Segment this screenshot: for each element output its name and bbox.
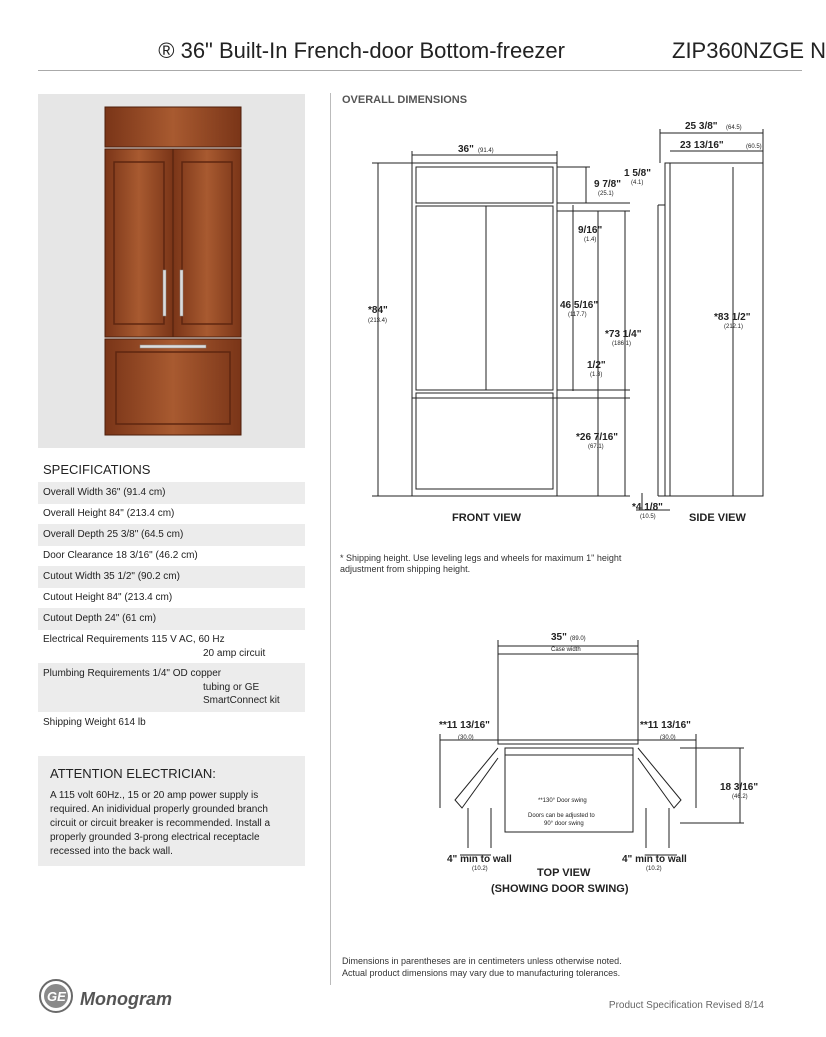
- front-width-label: 36": [458, 144, 474, 155]
- svg-text:(64.5): (64.5): [726, 125, 742, 131]
- svg-text:1 5/8": 1 5/8": [624, 168, 651, 179]
- svg-text:23 13/16": 23 13/16": [680, 140, 724, 151]
- right-door-handle: [180, 270, 183, 316]
- front-height-label: *84": [368, 305, 388, 316]
- spec-row: Cutout Depth 24" (61 cm): [38, 608, 305, 630]
- model-number: ZIP360NZGE N: [672, 38, 826, 63]
- freezer-handle: [140, 345, 206, 348]
- side-outline: [665, 163, 763, 496]
- top-view-label: TOP VIEW: [537, 867, 591, 879]
- svg-text:*73 1/4": *73 1/4": [605, 329, 642, 340]
- top-view-sublabel: (SHOWING DOOR SWING): [491, 883, 629, 895]
- svg-text:**11 13/16": **11 13/16": [439, 720, 490, 731]
- side-view-label: SIDE VIEW: [689, 512, 746, 524]
- spec-row: Cutout Height 84" (213.4 cm): [43, 592, 173, 603]
- svg-text:(30.0): (30.0): [660, 735, 676, 741]
- svg-text:(30.0): (30.0): [458, 735, 474, 741]
- svg-text:*26 7/16": *26 7/16": [576, 432, 618, 443]
- top-grille-panel: [105, 107, 241, 147]
- svg-text:Monogram: Monogram: [80, 989, 172, 1009]
- svg-text:(213.4): (213.4): [368, 318, 388, 324]
- svg-text:Doors can be adjusted to: Doors can be adjusted to: [528, 813, 595, 819]
- svg-text:4" min to wall: 4" min to wall: [622, 854, 687, 865]
- svg-text:(4.1): (4.1): [631, 180, 644, 186]
- ge-monogram-icon: [38, 978, 188, 1020]
- svg-text:25 3/8": 25 3/8": [685, 121, 718, 132]
- svg-text:(67.1): (67.1): [588, 444, 604, 450]
- header-divider: [38, 70, 802, 71]
- revision-date: Product Specification Revised 8/14: [608, 1000, 764, 1011]
- page-title: ® 36" Built-In French-door Bottom-freezer: [158, 38, 565, 63]
- svg-text:1/2": 1/2": [587, 360, 606, 371]
- svg-text:(91.4): (91.4): [478, 148, 494, 154]
- svg-text:(186.1): (186.1): [612, 341, 632, 347]
- spec-row: Door Clearance 18 3/16" (46.2 cm): [43, 550, 198, 561]
- front-outline: [412, 163, 557, 496]
- dimensions-title: OVERALL DIMENSIONS: [342, 94, 468, 106]
- spec-row: Overall Depth 25 3/8" (64.5 cm): [38, 524, 305, 546]
- spec-row: Cutout Width 35 1/2" (90.2 cm): [38, 566, 305, 588]
- svg-text:(10.5): (10.5): [640, 514, 656, 520]
- svg-text:(46.2): (46.2): [732, 794, 748, 800]
- svg-text:(10.2): (10.2): [646, 866, 662, 872]
- column-divider: [330, 93, 331, 985]
- front-side-view-diagram: [340, 115, 802, 535]
- svg-text:35": 35": [551, 632, 567, 643]
- attention-title: ATTENTION ELECTRICIAN:: [50, 766, 216, 781]
- spec-row: Plumbing Requirements 1/4" OD copper tubing or GE SmartConnect kit: [38, 663, 305, 712]
- svg-text:(212.1): (212.1): [724, 324, 744, 330]
- front-view-label: FRONT VIEW: [452, 512, 522, 524]
- attention-electrician-box: [38, 756, 305, 866]
- svg-text:GE: GE: [47, 989, 66, 1004]
- product-photo-panel: [38, 94, 305, 448]
- svg-text:**11 13/16": **11 13/16": [640, 720, 691, 731]
- shipping-height-footnote: * Shipping height. Use leveling legs and wheels for maximum 1" height adjustment from shipping height.: [340, 553, 622, 574]
- svg-text:9 7/8": 9 7/8": [594, 179, 621, 190]
- svg-text:9/16": 9/16": [578, 225, 603, 236]
- svg-text:**130° Door swing: **130° Door swing: [538, 798, 587, 804]
- svg-text:(25.1): (25.1): [598, 191, 614, 197]
- svg-text:*83 1/2": *83 1/2": [714, 312, 751, 323]
- svg-text:Case width: Case width: [551, 647, 581, 653]
- spec-row: Overall Height 84" (213.4 cm): [43, 508, 175, 519]
- spec-row: Overall Width 36" (91.4 cm): [38, 482, 305, 504]
- spec-row: Shipping Weight 614 lb: [43, 717, 146, 728]
- spec-row: Electrical Requirements 115 V AC, 60 Hz 20 amp circuit: [43, 634, 266, 659]
- specifications-heading: SPECIFICATIONS: [43, 462, 151, 477]
- svg-text:(89.0): (89.0): [570, 636, 586, 642]
- left-door-handle: [163, 270, 166, 316]
- attention-body: A 115 volt 60Hz., 15 or 20 amp power supply is required. An inidividual properly grounded branch circuit or circuit breaker is recommended. Install a properly grounded 3-prong electrical receptacle recessed into the back wall.: [50, 790, 271, 857]
- svg-text:*4 1/8": *4 1/8": [632, 502, 663, 513]
- svg-text:18 3/16": 18 3/16": [720, 782, 759, 793]
- svg-text:(60.5): (60.5): [746, 144, 762, 150]
- monogram-logo: [38, 978, 188, 1020]
- svg-text:4" min to wall: 4" min to wall: [447, 854, 512, 865]
- refrigerator-illustration: [38, 94, 305, 448]
- svg-text:46 5/16": 46 5/16": [560, 300, 599, 311]
- svg-text:(117.7): (117.7): [568, 312, 587, 318]
- freezer-drawer: [105, 339, 241, 435]
- svg-text:90° door swing: 90° door swing: [544, 821, 584, 827]
- top-view-diagram: [340, 628, 802, 898]
- svg-text:(10.2): (10.2): [472, 866, 488, 872]
- svg-text:(1.3): (1.3): [590, 372, 603, 378]
- svg-text:(1.4): (1.4): [584, 237, 597, 243]
- footer-notes: Dimensions in parentheses are in centimeters unless otherwise noted. Actual product dimensions may vary due to manufacturing tolerances.: [342, 956, 622, 978]
